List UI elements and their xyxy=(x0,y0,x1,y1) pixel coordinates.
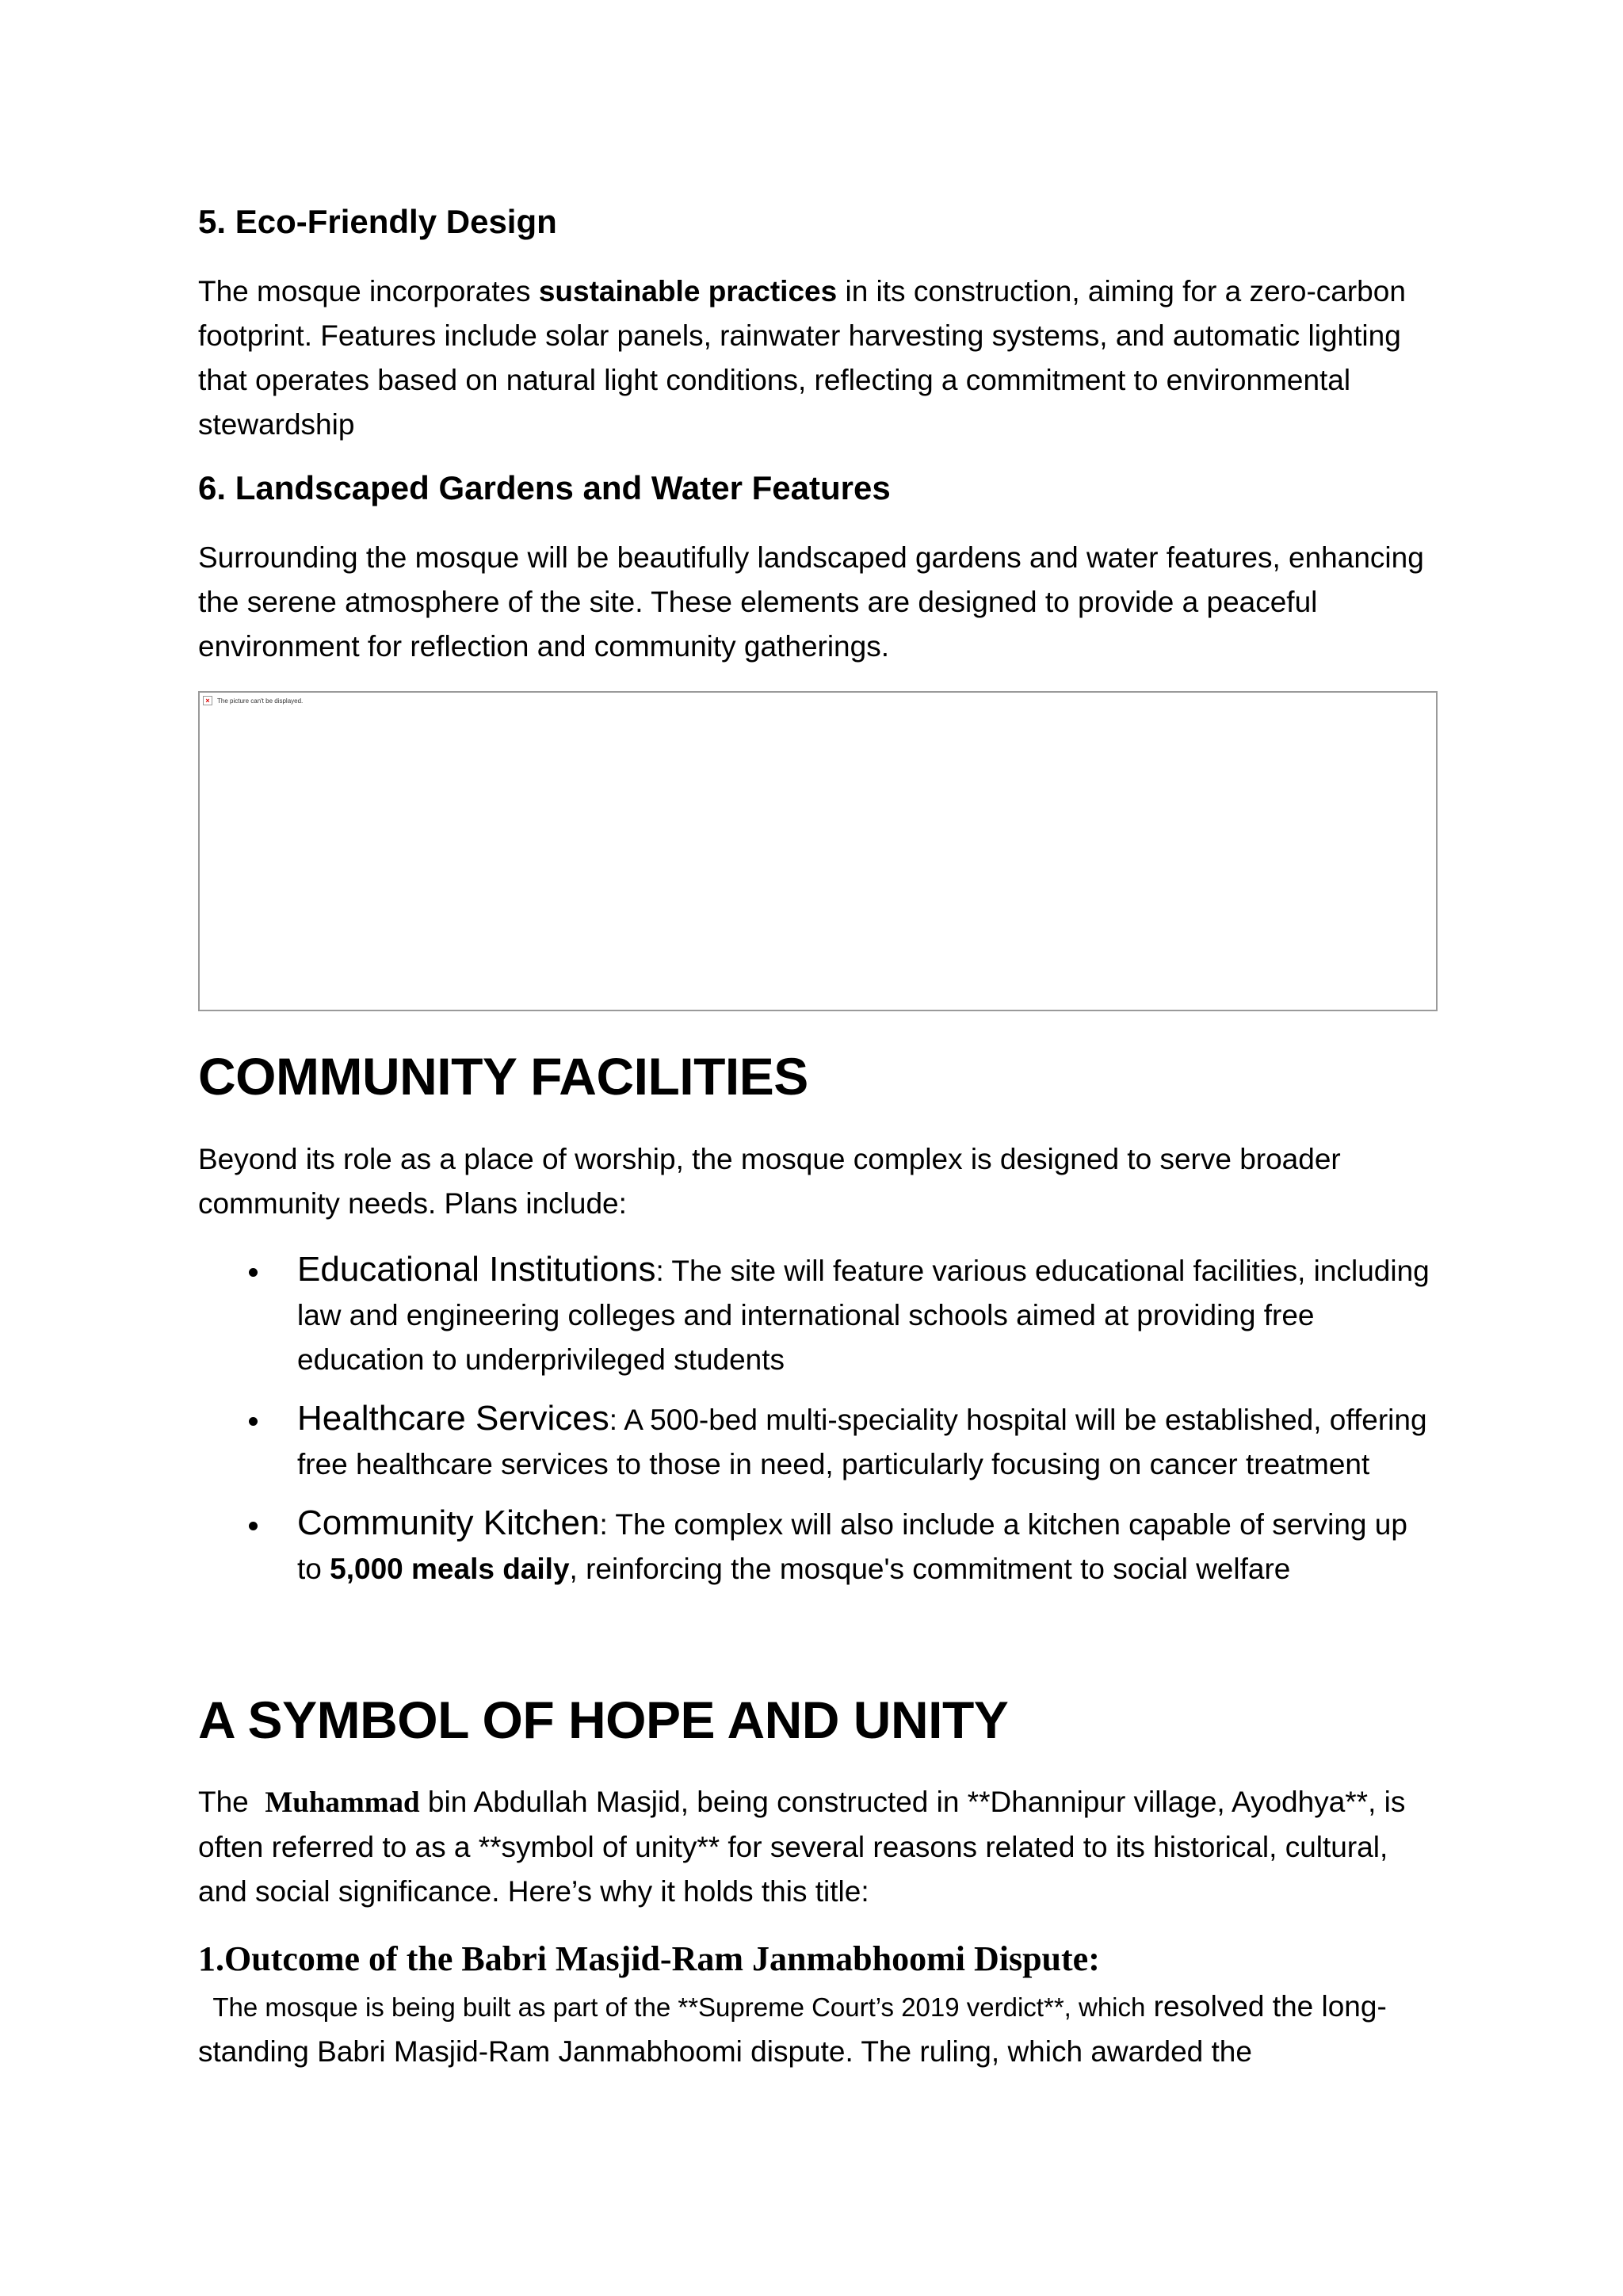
broken-image-icon: × xyxy=(203,696,212,705)
section-6-number: 6. xyxy=(198,469,235,506)
image-placeholder xyxy=(198,691,1438,1011)
list-item-title: Educational Institutions xyxy=(297,1250,656,1289)
section-5-title: Eco-Friendly Design xyxy=(235,203,557,240)
list-item xyxy=(198,1396,1434,1487)
section-5-paragraph xyxy=(198,269,1434,447)
broken-image-indicator xyxy=(203,696,303,705)
outcome-paragraph xyxy=(198,1985,1434,2074)
outcome-heading: 1.Outcome of the Babri Masjid-Ram Janmabhoomi Dispute: xyxy=(198,1939,1100,1978)
list-item-text: : A 500-bed multi-speciality hospital will be established, offering free healthcare services to those in need, particularly focusing on cancer treatment xyxy=(297,1404,1427,1480)
symbol-heading: A SYMBOL OF HOPE AND UNITY xyxy=(198,1690,1009,1749)
broken-image-text: The picture can't be displayed. xyxy=(217,697,304,705)
name-text: Muhammad xyxy=(265,1786,420,1819)
section-6-title: Landscaped Gardens and Water Features xyxy=(235,469,891,506)
facilities-list xyxy=(198,1247,1434,1606)
symbol-paragraph xyxy=(198,1780,1434,1914)
text-run: bin Abdullah Masjid, being constructed in **Dhannipur village, Ayodhya**, is often referred to as a **symbol of unity** for several reasons related to its historical, cultural, and social significance. Here’s why it holds this title: xyxy=(198,1786,1406,1908)
text-run: resolved the long-standing Babri Masjid-Ram Janmabhoomi dispute. The ruling, which awarded the xyxy=(198,1990,1387,2068)
section-5-heading xyxy=(198,200,1434,244)
list-item-text: , reinforcing the mosque's commitment to social welfare xyxy=(569,1553,1291,1585)
list-item xyxy=(198,1247,1434,1382)
section-5-number: 5. xyxy=(198,203,235,240)
list-item-text: : The complex will also include a kitchen capable of serving up to xyxy=(297,1508,1407,1585)
section-6-paragraph: Surrounding the mosque will be beautifully landscaped gardens and water features, enhancing the serene atmosphere of the site. These elements are designed to provide a peaceful environment for reflection and community gatherings. xyxy=(198,541,1424,663)
list-item-title: Healthcare Services xyxy=(297,1399,609,1438)
section-6-heading xyxy=(198,466,1434,510)
text-run: The mosque incorporates xyxy=(198,275,539,308)
community-intro: Beyond its role as a place of worship, the mosque complex is designed to serve broader community needs. Plans include: xyxy=(198,1143,1341,1220)
emphasis-text: 5,000 meals daily xyxy=(330,1553,570,1585)
text-run: The xyxy=(198,1786,265,1818)
text-run: in its construction, aiming for a zero-carbon footprint. Features include solar panels, rainwater harvesting systems, and automatic lighting that operates based on natural light conditions, reflecting a commitment to environmental stewardship xyxy=(198,275,1406,441)
community-facilities-heading: COMMUNITY FACILITIES xyxy=(198,1047,808,1106)
list-item xyxy=(198,1501,1434,1591)
list-item-title: Community Kitchen xyxy=(297,1503,600,1542)
list-item-text: : The site will feature various educational facilities, including law and engineering colleges and international schools aimed at providing free education to underprivileged students xyxy=(297,1255,1430,1376)
text-run: The mosque is being built as part of the **Supreme Court’s 2019 verdict**, which xyxy=(198,1992,1146,2022)
emphasis-text: sustainable practices xyxy=(538,275,838,308)
